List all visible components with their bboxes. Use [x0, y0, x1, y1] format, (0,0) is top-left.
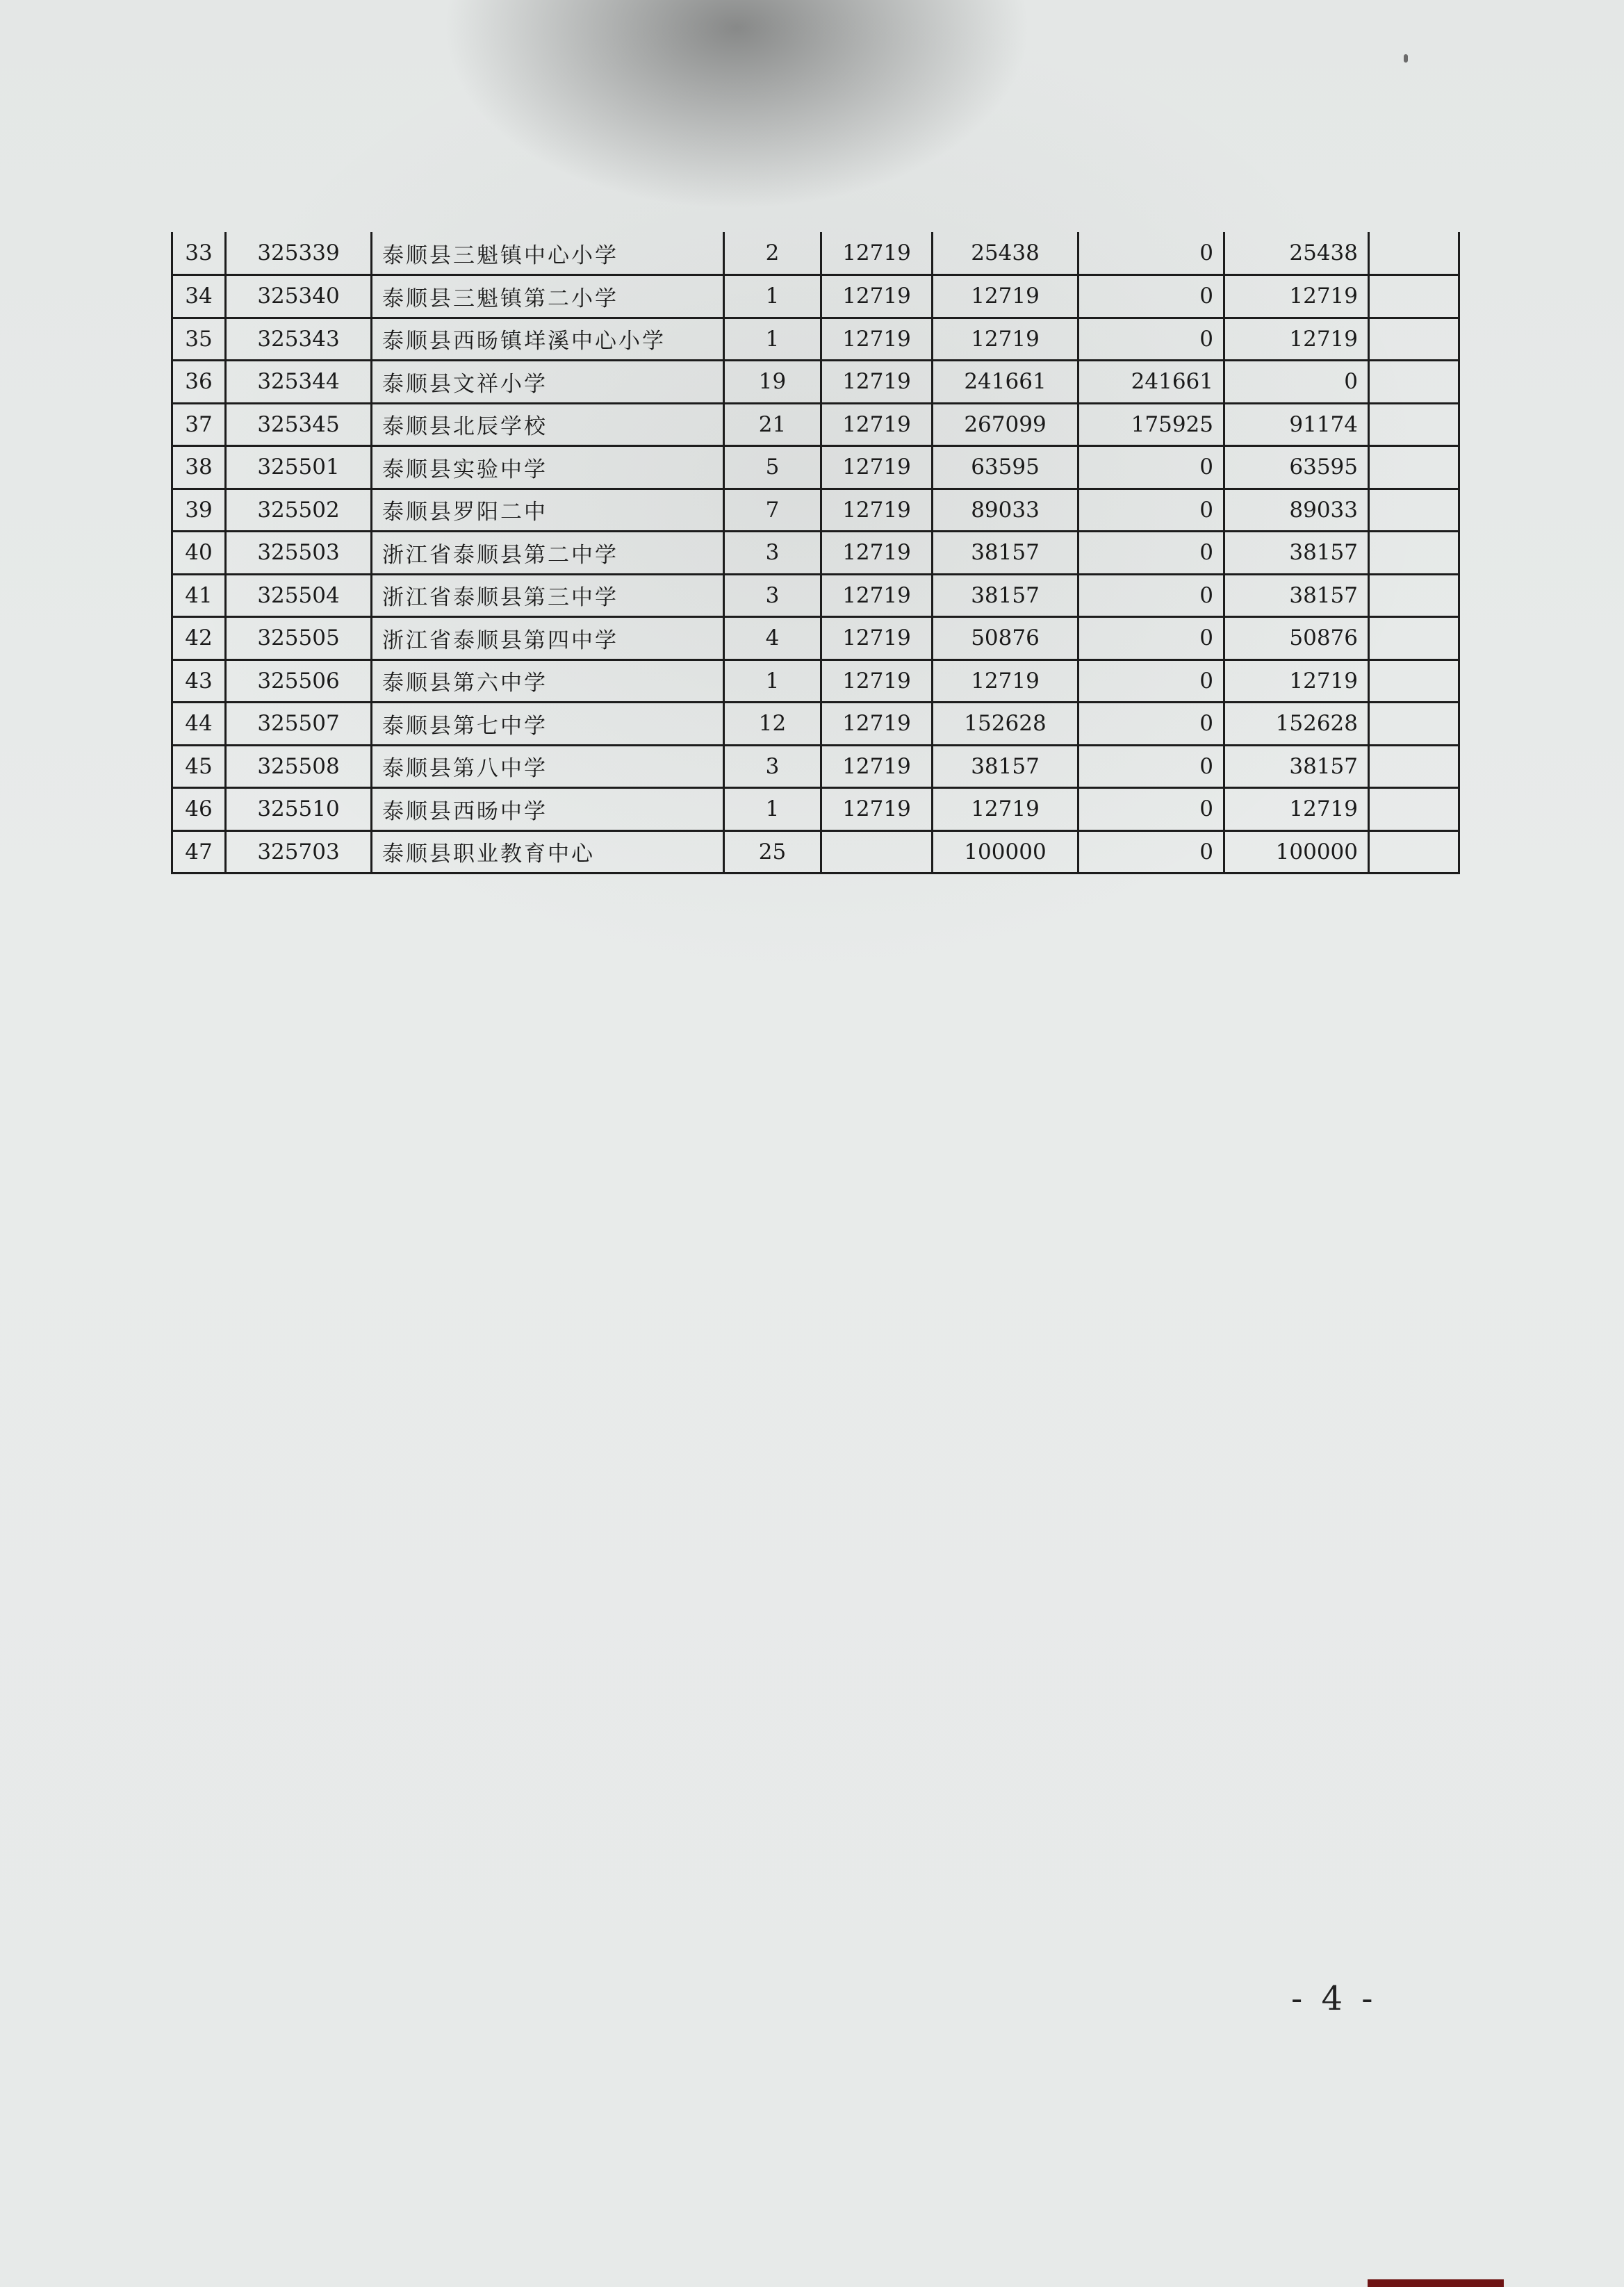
note-cell: [1369, 659, 1459, 703]
paid-cell: 0: [1078, 745, 1224, 788]
row-number-cell: 44: [172, 703, 226, 746]
school-name-cell: 泰顺县北辰学校: [372, 403, 724, 446]
total-cell: 38157: [933, 532, 1078, 575]
table-row: [172, 403, 1459, 446]
count-cell: 12: [724, 703, 821, 746]
standard-cell: 12719: [821, 788, 933, 831]
standard-cell: [821, 830, 933, 874]
note-cell: [1369, 361, 1459, 404]
count-cell: 4: [724, 617, 821, 660]
table-row: [172, 489, 1459, 532]
standard-cell: 12719: [821, 532, 933, 575]
school-code-cell: 325344: [226, 361, 372, 404]
school-name-cell: 泰顺县文祥小学: [372, 361, 724, 404]
school-code-cell: 325503: [226, 532, 372, 575]
school-code-cell: 325508: [226, 745, 372, 788]
table-row: [172, 703, 1459, 746]
table-row: [172, 745, 1459, 788]
row-number-cell: 34: [172, 275, 226, 318]
paid-cell: 241661: [1078, 361, 1224, 404]
paid-cell: 0: [1078, 659, 1224, 703]
standard-cell: 12719: [821, 659, 933, 703]
count-cell: 3: [724, 745, 821, 788]
due-cell: 12719: [1224, 318, 1369, 361]
school-code-cell: 325345: [226, 403, 372, 446]
row-number-cell: 41: [172, 574, 226, 617]
count-cell: 1: [724, 318, 821, 361]
paid-cell: 0: [1078, 532, 1224, 575]
corner-mark: [1368, 2279, 1504, 2287]
school-name-cell: 泰顺县三魁镇第二小学: [372, 275, 724, 318]
row-number-cell: 42: [172, 617, 226, 660]
note-cell: [1369, 788, 1459, 831]
standard-cell: 12719: [821, 617, 933, 660]
due-cell: 91174: [1224, 403, 1369, 446]
table-row: [172, 617, 1459, 660]
school-name-cell: 泰顺县罗阳二中: [372, 489, 724, 532]
school-code-cell: 325339: [226, 232, 372, 275]
table-row: [172, 532, 1459, 575]
row-number-cell: 39: [172, 489, 226, 532]
note-cell: [1369, 446, 1459, 489]
total-cell: 100000: [933, 830, 1078, 874]
table-row: [172, 361, 1459, 404]
count-cell: 1: [724, 659, 821, 703]
note-cell: [1369, 830, 1459, 874]
due-cell: 89033: [1224, 489, 1369, 532]
paid-cell: 0: [1078, 446, 1224, 489]
standard-cell: 12719: [821, 361, 933, 404]
count-cell: 3: [724, 574, 821, 617]
total-cell: 50876: [933, 617, 1078, 660]
total-cell: 25438: [933, 232, 1078, 275]
note-cell: [1369, 703, 1459, 746]
table-row: [172, 659, 1459, 703]
school-name-cell: 泰顺县第六中学: [372, 659, 724, 703]
total-cell: 267099: [933, 403, 1078, 446]
row-number-cell: 47: [172, 830, 226, 874]
table-row: [172, 446, 1459, 489]
standard-cell: 12719: [821, 446, 933, 489]
school-code-cell: 325703: [226, 830, 372, 874]
table-body: [172, 232, 1459, 874]
standard-cell: 12719: [821, 318, 933, 361]
count-cell: 19: [724, 361, 821, 404]
school-name-cell: 泰顺县职业教育中心: [372, 830, 724, 874]
row-number-cell: 45: [172, 745, 226, 788]
table-row: [172, 275, 1459, 318]
count-cell: 7: [724, 489, 821, 532]
standard-cell: 12719: [821, 703, 933, 746]
paid-cell: 0: [1078, 830, 1224, 874]
paid-cell: 0: [1078, 617, 1224, 660]
paid-cell: 0: [1078, 489, 1224, 532]
school-name-cell: 浙江省泰顺县第四中学: [372, 617, 724, 660]
due-cell: 12719: [1224, 275, 1369, 318]
total-cell: 38157: [933, 745, 1078, 788]
count-cell: 21: [724, 403, 821, 446]
note-cell: [1369, 232, 1459, 275]
row-number-cell: 46: [172, 788, 226, 831]
count-cell: 2: [724, 232, 821, 275]
total-cell: 12719: [933, 788, 1078, 831]
count-cell: 1: [724, 275, 821, 318]
table-row: [172, 232, 1459, 275]
school-name-cell: 泰顺县三魁镇中心小学: [372, 232, 724, 275]
note-cell: [1369, 617, 1459, 660]
row-number-cell: 38: [172, 446, 226, 489]
school-name-cell: 泰顺县第七中学: [372, 703, 724, 746]
note-cell: [1369, 489, 1459, 532]
school-code-cell: 325506: [226, 659, 372, 703]
paid-cell: 0: [1078, 788, 1224, 831]
due-cell: 38157: [1224, 532, 1369, 575]
row-number-cell: 33: [172, 232, 226, 275]
standard-cell: 12719: [821, 574, 933, 617]
page-number: - 4 -: [1291, 1979, 1377, 2018]
due-cell: 63595: [1224, 446, 1369, 489]
school-name-cell: 浙江省泰顺县第二中学: [372, 532, 724, 575]
school-name-cell: 泰顺县西旸镇垟溪中心小学: [372, 318, 724, 361]
row-number-cell: 35: [172, 318, 226, 361]
total-cell: 63595: [933, 446, 1078, 489]
due-cell: 50876: [1224, 617, 1369, 660]
paid-cell: 0: [1078, 318, 1224, 361]
school-code-cell: 325340: [226, 275, 372, 318]
allocation-table: [171, 232, 1460, 874]
note-cell: [1369, 275, 1459, 318]
paid-cell: 0: [1078, 574, 1224, 617]
due-cell: 12719: [1224, 659, 1369, 703]
school-code-cell: 325510: [226, 788, 372, 831]
school-name-cell: 浙江省泰顺县第三中学: [372, 574, 724, 617]
due-cell: 0: [1224, 361, 1369, 404]
total-cell: 12719: [933, 659, 1078, 703]
note-cell: [1369, 574, 1459, 617]
note-cell: [1369, 745, 1459, 788]
paid-cell: 0: [1078, 275, 1224, 318]
due-cell: 38157: [1224, 574, 1369, 617]
total-cell: 89033: [933, 489, 1078, 532]
school-code-cell: 325507: [226, 703, 372, 746]
standard-cell: 12719: [821, 275, 933, 318]
note-cell: [1369, 403, 1459, 446]
due-cell: 25438: [1224, 232, 1369, 275]
total-cell: 38157: [933, 574, 1078, 617]
school-code-cell: 325504: [226, 574, 372, 617]
row-number-cell: 36: [172, 361, 226, 404]
note-cell: [1369, 532, 1459, 575]
standard-cell: 12719: [821, 403, 933, 446]
table-row: [172, 830, 1459, 874]
count-cell: 3: [724, 532, 821, 575]
school-code-cell: 325501: [226, 446, 372, 489]
total-cell: 241661: [933, 361, 1078, 404]
count-cell: 1: [724, 788, 821, 831]
school-name-cell: 泰顺县实验中学: [372, 446, 724, 489]
standard-cell: 12719: [821, 745, 933, 788]
table-row: [172, 318, 1459, 361]
paid-cell: 0: [1078, 703, 1224, 746]
due-cell: 100000: [1224, 830, 1369, 874]
note-cell: [1369, 318, 1459, 361]
school-code-cell: 325502: [226, 489, 372, 532]
due-cell: 38157: [1224, 745, 1369, 788]
school-name-cell: 泰顺县第八中学: [372, 745, 724, 788]
total-cell: 152628: [933, 703, 1078, 746]
due-cell: 152628: [1224, 703, 1369, 746]
row-number-cell: 40: [172, 532, 226, 575]
row-number-cell: 37: [172, 403, 226, 446]
paid-cell: 0: [1078, 232, 1224, 275]
total-cell: 12719: [933, 318, 1078, 361]
standard-cell: 12719: [821, 489, 933, 532]
row-number-cell: 43: [172, 659, 226, 703]
count-cell: 5: [724, 446, 821, 489]
due-cell: 12719: [1224, 788, 1369, 831]
table-row: [172, 574, 1459, 617]
table-row: [172, 788, 1459, 831]
paper-speck: [1404, 54, 1408, 63]
count-cell: 25: [724, 830, 821, 874]
school-code-cell: 325343: [226, 318, 372, 361]
total-cell: 12719: [933, 275, 1078, 318]
school-name-cell: 泰顺县西旸中学: [372, 788, 724, 831]
paid-cell: 175925: [1078, 403, 1224, 446]
school-code-cell: 325505: [226, 617, 372, 660]
standard-cell: 12719: [821, 232, 933, 275]
